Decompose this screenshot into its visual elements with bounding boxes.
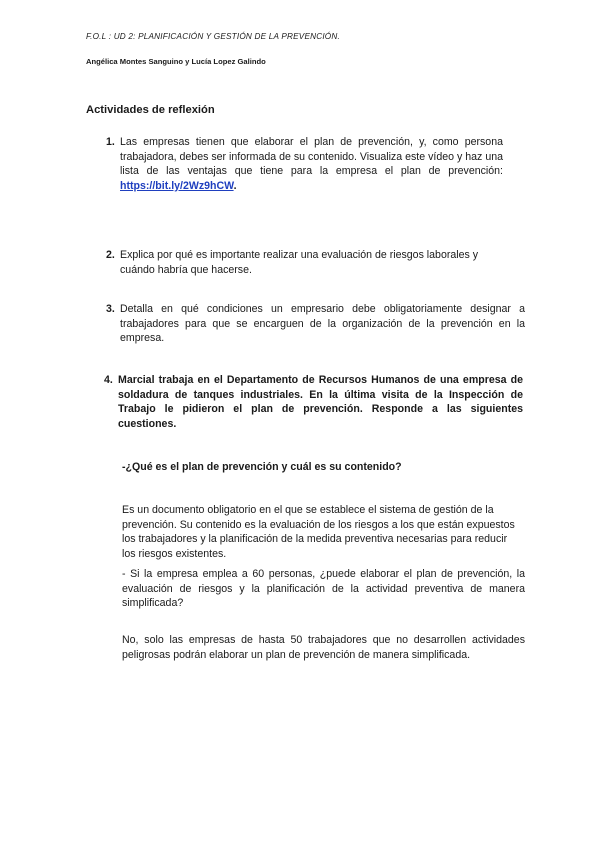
video-link[interactable]: https://bit.ly/2Wz9hCW xyxy=(120,179,234,192)
answer-2: No, solo las empresas de hasta 50 trabajadores que no desarrollen actividades peligrosas podrán elaborar un plan de prevención de manera simplificada. xyxy=(122,634,525,661)
sub-question-2: - Si la empresa emplea a 60 personas, ¿puede elaborar el plan de prevención, la evaluación de riesgos y la planificación de la actividad preventiva de manera simplificada? xyxy=(122,568,525,610)
sub-question-1: -¿Qué es el plan de prevención y cuál es su contenido? xyxy=(122,461,402,473)
section-title: Actividades de reflexión xyxy=(86,104,215,116)
question-4-number: 4. xyxy=(104,374,113,386)
authors-line: Angélica Montes Sanguino y Lucía Lopez Galindo xyxy=(86,57,266,66)
question-3 xyxy=(106,302,525,346)
question-2 xyxy=(106,248,495,277)
question-4-text: Marcial trabaja en el Departamento de Recursos Humanos de una empresa de soldadura de tanques industriales. En la última visita de la Inspección de Trabajo le pidieron el plan de prevención. Responde a las siguientes cuestiones. xyxy=(118,374,523,430)
question-1-link-period: . xyxy=(233,179,237,192)
question-1-number: 1. xyxy=(106,136,115,148)
question-4 xyxy=(104,373,523,431)
course-header: F.O.L : UD 2: PLANIFICACIÓN Y GESTIÓN DE LA PREVENCIÓN. xyxy=(86,32,340,41)
question-2-text: Explica por qué es importante realizar una evaluación de riesgos laborales y cuándo habría que hacerse. xyxy=(120,249,479,276)
question-3-text: Detalla en qué condiciones un empresario debe obligatoriamente designar a trabajadores para que se encarguen de la organización de la prevención en la empresa. xyxy=(120,303,525,345)
question-2-number: 2. xyxy=(106,249,115,261)
question-1-text: Las empresas tienen que elaborar el plan de prevención, y, como persona trabajadora, debes ser informada de su contenido. Visualiza este vídeo y haz una lista de las ventajas que tiene para la empresa el plan de prevención: xyxy=(120,136,503,178)
question-1 xyxy=(106,135,503,193)
question-3-number: 3. xyxy=(106,303,115,315)
answer-1: Es un documento obligatorio en el que se establece el sistema de gestión de la prevención. Su contenido es la evaluación de los riesgos a los que están expuestos los trabajadores y la planificación de la medida preventiva necesarias para reducir los riesgos existentes. xyxy=(122,504,515,560)
